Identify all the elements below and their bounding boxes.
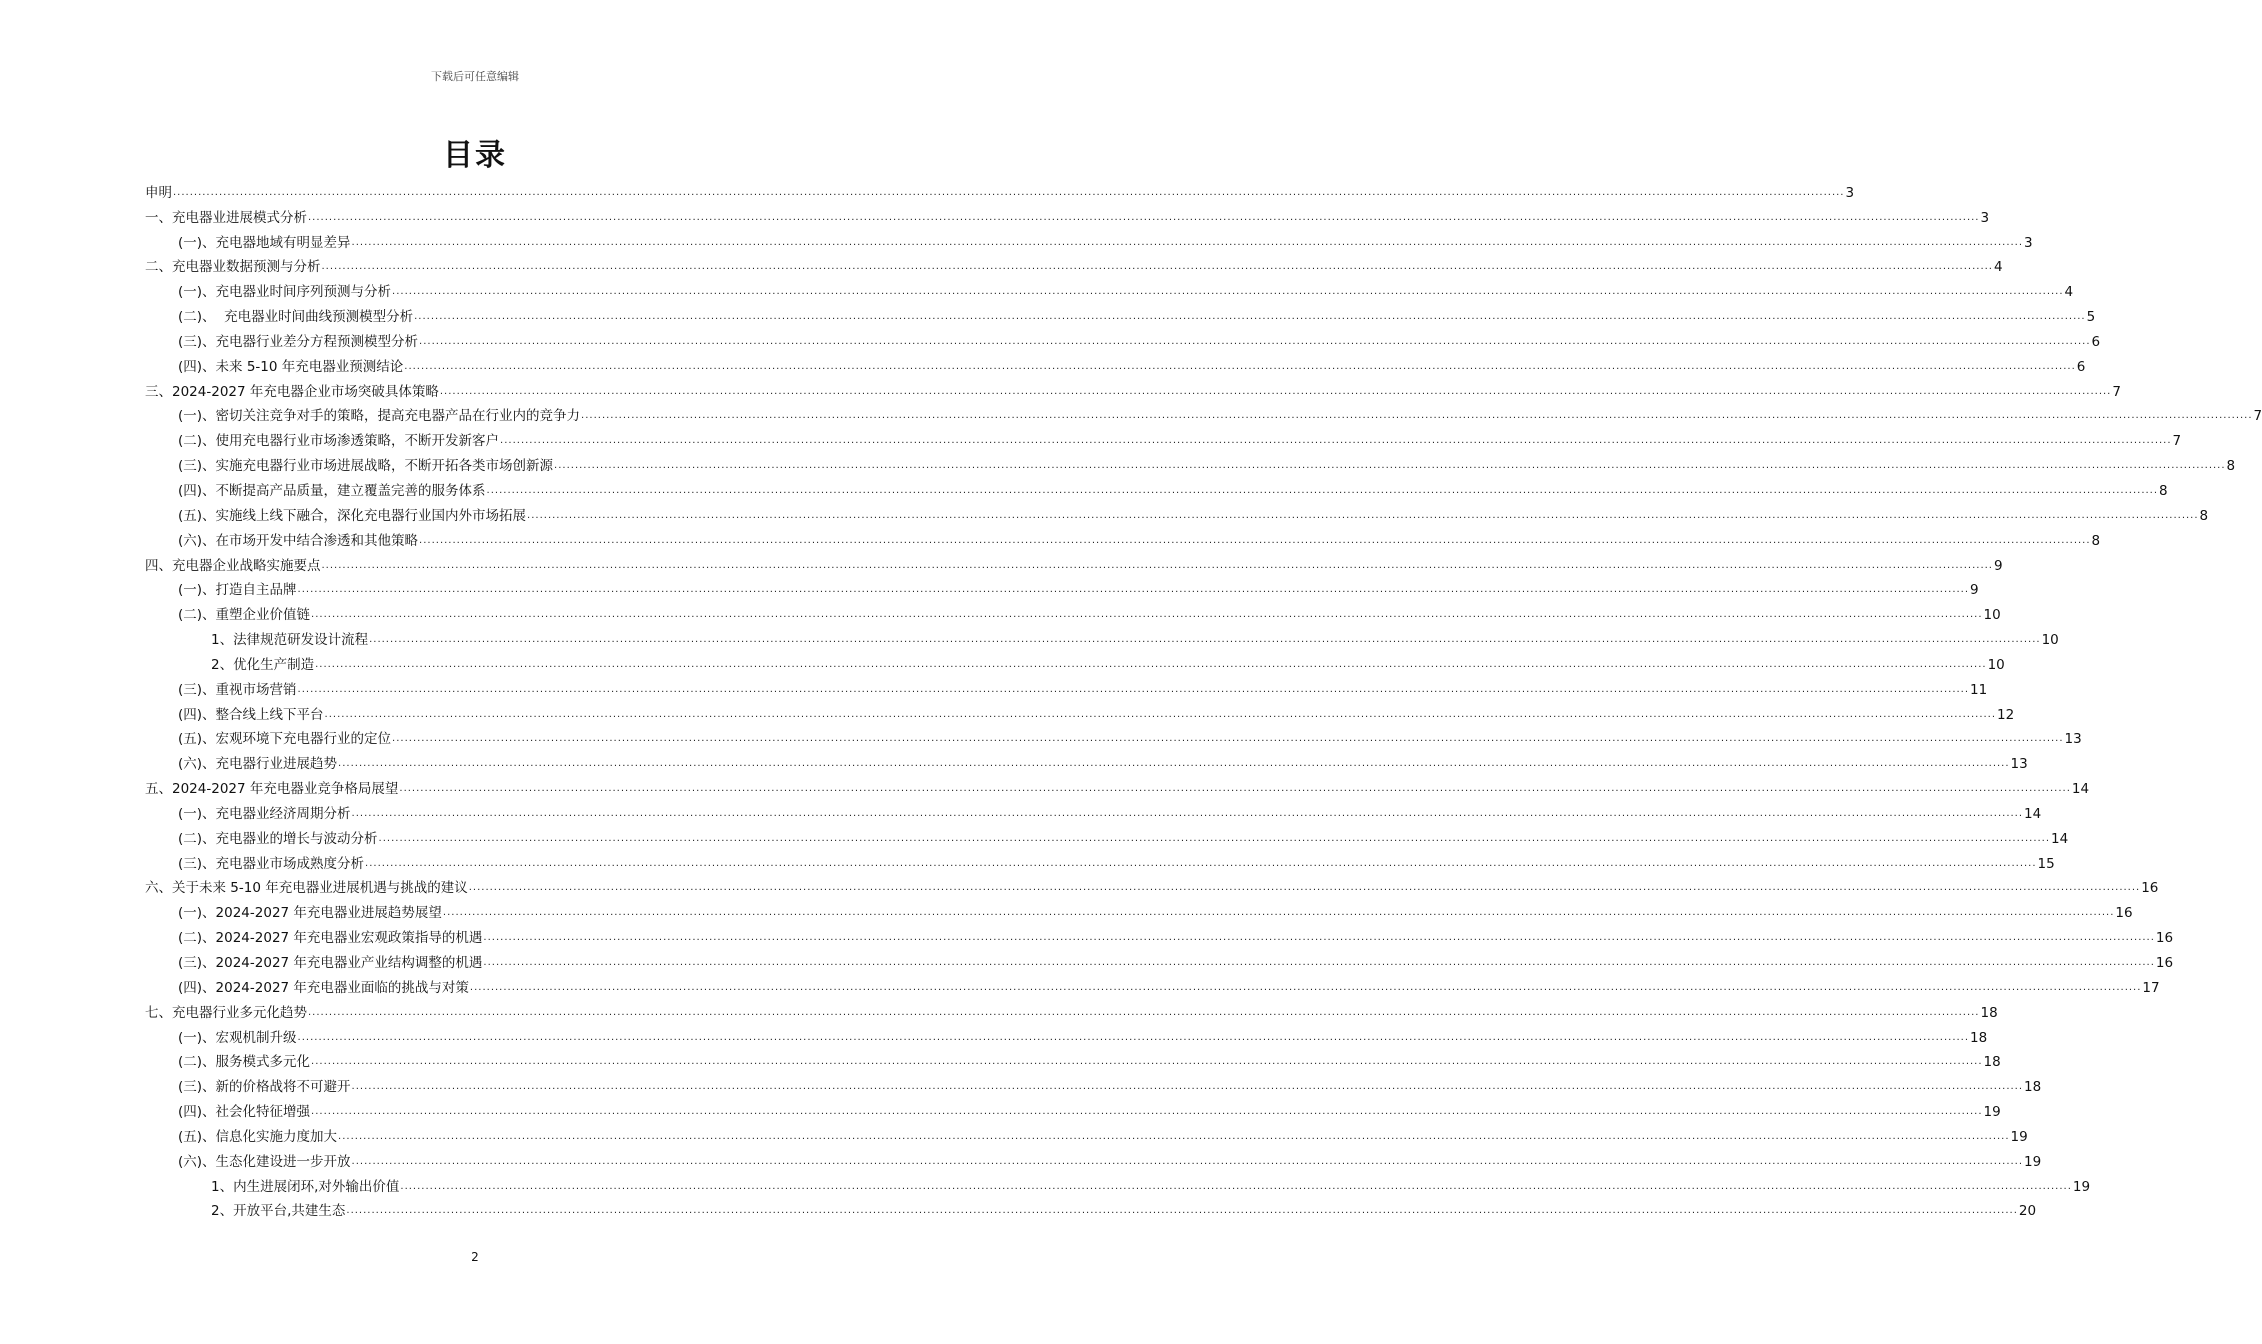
toc-entry-text: (三)、充电器行业差分方程预测模型分析 bbox=[178, 333, 419, 350]
toc-entry-page: 10 bbox=[1987, 656, 2005, 673]
toc-entry-page: 9 bbox=[1970, 582, 1979, 599]
toc-entry-text: (四)、整合线上线下平台 bbox=[178, 706, 324, 723]
toc-entry-text: (三)、充电器业市场成熟度分析 bbox=[178, 855, 365, 872]
toc-leader-dots: ................................................................................................................................................................................................................................................................................................................................................................................................................ bbox=[365, 857, 2037, 869]
toc-entry[interactable] bbox=[145, 997, 1998, 1022]
toc-leader-dots: ................................................................................................................................................................................................................................................................................................................................................................................................................ bbox=[469, 981, 2142, 993]
toc-entry-text: (一)、打造自主品牌 bbox=[178, 582, 297, 599]
toc-leader-dots: ................................................................................................................................................................................................................................................................................................................................................................................................................ bbox=[351, 1081, 2024, 1093]
toc-entry[interactable] bbox=[145, 1022, 1988, 1047]
toc-entry[interactable] bbox=[145, 823, 2069, 848]
toc-entry-page: 12 bbox=[1997, 706, 2015, 723]
toc-entry[interactable] bbox=[145, 724, 2082, 749]
toc-entry[interactable] bbox=[145, 202, 1990, 227]
toc-entry-text: 六、关于未来 5-10 年充电器业进展机遇与挑战的建议 bbox=[145, 880, 468, 897]
toc-leader-dots: ................................................................................................................................................................................................................................................................................................................................................................................................................ bbox=[400, 1180, 2072, 1192]
toc-leader-dots: ................................................................................................................................................................................................................................................................................................................................................................................................................ bbox=[311, 1056, 1983, 1068]
toc-leader-dots: ................................................................................................................................................................................................................................................................................................................................................................................................................ bbox=[338, 1130, 2010, 1142]
toc-leader-dots: ................................................................................................................................................................................................................................................................................................................................................................................................................ bbox=[378, 832, 2051, 844]
toc-entry[interactable] bbox=[145, 525, 2101, 550]
toc-entry[interactable] bbox=[145, 550, 2003, 575]
toc-entry-page: 13 bbox=[2010, 756, 2028, 773]
toc-leader-dots: ................................................................................................................................................................................................................................................................................................................................................................................................................ bbox=[315, 658, 1987, 670]
toc-entry-text: (四)、未来 5-10 年充电器业预测结论 bbox=[178, 358, 404, 375]
toc-entry[interactable] bbox=[145, 475, 2168, 500]
toc-title: 目录 bbox=[443, 138, 507, 173]
toc-leader-dots: ................................................................................................................................................................................................................................................................................................................................................................................................................ bbox=[173, 186, 1845, 198]
toc-entry[interactable] bbox=[145, 1171, 2091, 1196]
page-header: 下载后可任意编辑 bbox=[431, 70, 519, 83]
toc-leader-dots: ................................................................................................................................................................................................................................................................................................................................................................................................................ bbox=[392, 733, 2064, 745]
toc-entry-text: (三)、实施充电器行业市场进展战略，不断开拓各类市场创新源 bbox=[178, 458, 554, 475]
toc-leader-dots: ................................................................................................................................................................................................................................................................................................................................................................................................................ bbox=[351, 236, 2024, 248]
toc-entry-text: (一)、2024-2027 年充电器业进展趋势展望 bbox=[178, 905, 442, 922]
toc-leader-dots: ................................................................................................................................................................................................................................................................................................................................................................................................................ bbox=[311, 609, 1983, 621]
toc-entry-page: 9 bbox=[1993, 557, 2003, 574]
toc-entry-page: 7 bbox=[2253, 408, 2262, 425]
toc-entry-page: 4 bbox=[1993, 259, 2003, 276]
page-number: 2 bbox=[471, 1250, 479, 1264]
toc-entry[interactable] bbox=[145, 699, 2015, 724]
toc-entry-page: 10 bbox=[2041, 632, 2059, 649]
toc-entry[interactable] bbox=[145, 773, 2090, 798]
toc-leader-dots: ................................................................................................................................................................................................................................................................................................................................................................................................................ bbox=[392, 286, 2064, 298]
toc-entry[interactable] bbox=[145, 897, 2133, 922]
toc-entry-text: (二)、服务模式多元化 bbox=[178, 1054, 311, 1071]
toc-entry[interactable] bbox=[145, 376, 2121, 401]
toc-entry-page: 7 bbox=[2112, 383, 2121, 400]
toc-entry-text: (二)、使用充电器行业市场渗透策略，不断开发新客户 bbox=[178, 433, 500, 450]
toc-leader-dots: ................................................................................................................................................................................................................................................................................................................................................................................................................ bbox=[554, 460, 2226, 472]
toc-entry-page: 14 bbox=[2071, 781, 2090, 798]
toc-entry-page: 3 bbox=[2024, 234, 2033, 251]
toc-leader-dots: ................................................................................................................................................................................................................................................................................................................................................................................................................ bbox=[346, 1205, 2018, 1217]
toc-entry-text: (三)、新的价格战将不可避开 bbox=[178, 1079, 351, 1096]
toc-leader-dots: ................................................................................................................................................................................................................................................................................................................................................................................................................ bbox=[399, 783, 2071, 795]
toc-entry[interactable] bbox=[145, 798, 2042, 823]
toc-entry-text: 1、法律规范研发设计流程 bbox=[211, 632, 369, 649]
toc-entry-page: 17 bbox=[2142, 979, 2160, 996]
toc-entry-text: (一)、宏观机制升级 bbox=[178, 1029, 297, 1046]
toc-entry[interactable] bbox=[145, 177, 1855, 202]
toc-entry-page: 14 bbox=[2051, 830, 2069, 847]
toc-entry-page: 11 bbox=[1970, 681, 1988, 698]
toc-leader-dots: ................................................................................................................................................................................................................................................................................................................................................................................................................ bbox=[419, 335, 2091, 347]
toc-entry[interactable] bbox=[145, 301, 2096, 326]
toc-entry[interactable] bbox=[145, 252, 2003, 277]
toc-entry-text: (二)、 充电器业时间曲线预测模型分析 bbox=[178, 309, 414, 326]
toc-leader-dots: ................................................................................................................................................................................................................................................................................................................................................................................................................ bbox=[338, 758, 2010, 770]
toc-entry-text: (六)、充电器行业进展趋势 bbox=[178, 756, 338, 773]
toc-entry[interactable] bbox=[145, 351, 2086, 376]
toc-entry[interactable] bbox=[145, 425, 2182, 450]
toc-entry[interactable] bbox=[145, 276, 2074, 301]
toc-entry-text: 一、充电器业进展模式分析 bbox=[145, 209, 307, 226]
toc-entry-page: 5 bbox=[2086, 309, 2096, 326]
toc-leader-dots: ................................................................................................................................................................................................................................................................................................................................................................................................................ bbox=[324, 708, 1997, 720]
toc-leader-dots: ................................................................................................................................................................................................................................................................................................................................................................................................................ bbox=[321, 261, 1993, 273]
toc-leader-dots: ................................................................................................................................................................................................................................................................................................................................................................................................................ bbox=[297, 584, 1970, 596]
toc-entry-page: 8 bbox=[2091, 532, 2101, 549]
toc-entry-page: 10 bbox=[1983, 607, 2001, 624]
toc-entry-text: 四、充电器企业战略实施要点 bbox=[145, 557, 321, 574]
toc-entry[interactable] bbox=[145, 947, 2174, 972]
toc-entry[interactable] bbox=[145, 1121, 2028, 1146]
toc-entry[interactable] bbox=[145, 972, 2160, 997]
toc-entry[interactable] bbox=[145, 326, 2101, 351]
toc-entry-page: 20 bbox=[2018, 1203, 2037, 1220]
toc-entry-text: (四)、不断提高产品质量，建立覆盖完善的服务体系 bbox=[178, 482, 486, 499]
toc-entry-page: 19 bbox=[1983, 1104, 2001, 1121]
toc-leader-dots: ................................................................................................................................................................................................................................................................................................................................................................................................................ bbox=[527, 509, 2199, 521]
toc-entry[interactable] bbox=[145, 500, 2209, 525]
toc-entry[interactable] bbox=[145, 401, 2262, 426]
toc-entry-text: (一)、充电器业经济周期分析 bbox=[178, 805, 351, 822]
toc-entry[interactable] bbox=[145, 624, 2059, 649]
toc-leader-dots: ................................................................................................................................................................................................................................................................................................................................................................................................................ bbox=[483, 957, 2155, 968]
toc-leader-dots: ................................................................................................................................................................................................................................................................................................................................................................................................................ bbox=[486, 484, 2159, 496]
toc-entry-page: 7 bbox=[2172, 433, 2182, 450]
toc-entry-text: 1、内生进展闭环,对外输出价值 bbox=[211, 1178, 400, 1195]
toc-entry-text: (二)、充电器业的增长与波动分析 bbox=[178, 830, 378, 847]
toc-entry[interactable] bbox=[145, 649, 2005, 674]
toc-leader-dots: ................................................................................................................................................................................................................................................................................................................................................................................................................ bbox=[483, 932, 2155, 944]
toc-entry[interactable] bbox=[145, 1071, 2042, 1096]
toc-entry-page: 3 bbox=[1845, 184, 1855, 201]
toc-entry-text: 2、开放平台,共建生态 bbox=[211, 1203, 346, 1220]
toc-leader-dots: ................................................................................................................................................................................................................................................................................................................................................................................................................ bbox=[308, 211, 1980, 223]
toc-entry[interactable] bbox=[145, 1196, 2037, 1221]
toc-entry-page: 13 bbox=[2064, 731, 2082, 748]
toc-entry[interactable] bbox=[145, 450, 2236, 475]
toc-entry-text: 五、2024-2027 年充电器业竞争格局展望 bbox=[145, 781, 399, 798]
toc-entry-page: 18 bbox=[1980, 1004, 1998, 1021]
toc-leader-dots: ................................................................................................................................................................................................................................................................................................................................................................................................................ bbox=[297, 1031, 1970, 1043]
toc-entry-page: 19 bbox=[2010, 1128, 2028, 1145]
toc-entry-text: (二)、2024-2027 年充电器业宏观政策指导的机遇 bbox=[178, 930, 483, 947]
table-of-contents bbox=[145, 177, 2262, 1220]
toc-entry[interactable] bbox=[145, 575, 1979, 600]
toc-entry-page: 19 bbox=[2024, 1153, 2042, 1170]
toc-entry[interactable] bbox=[145, 1096, 2001, 1121]
toc-leader-dots: ................................................................................................................................................................................................................................................................................................................................................................................................................ bbox=[321, 559, 1993, 571]
toc-entry-text: (一)、密切关注竞争对手的策略，提高充电器产品在行业内的竞争力 bbox=[178, 408, 581, 425]
toc-entry-text: (五)、实施线上线下融合，深化充电器行业国内外市场拓展 bbox=[178, 507, 527, 524]
toc-entry[interactable] bbox=[145, 848, 2055, 873]
toc-entry-page: 16 bbox=[2155, 930, 2174, 947]
toc-entry-text: (四)、社会化特征增强 bbox=[178, 1104, 311, 1121]
toc-leader-dots: ................................................................................................................................................................................................................................................................................................................................................................................................................ bbox=[311, 1106, 1983, 1118]
toc-entry-page: 6 bbox=[2076, 358, 2086, 375]
toc-leader-dots: ................................................................................................................................................................................................................................................................................................................................................................................................................ bbox=[308, 1006, 1980, 1018]
toc-leader-dots: ................................................................................................................................................................................................................................................................................................................................................................................................................ bbox=[439, 385, 2112, 397]
toc-entry-page: 19 bbox=[2072, 1178, 2091, 1195]
toc-entry-page: 18 bbox=[2024, 1079, 2042, 1096]
toc-entry-text: (六)、生态化建设进一步开放 bbox=[178, 1153, 351, 1170]
toc-entry-page: 15 bbox=[2037, 855, 2055, 872]
toc-entry[interactable] bbox=[145, 599, 2001, 624]
toc-leader-dots: ................................................................................................................................................................................................................................................................................................................................................................................................................ bbox=[351, 1155, 2024, 1167]
toc-entry-text: 2、优化生产制造 bbox=[211, 656, 315, 673]
toc-entry-page: 8 bbox=[2226, 458, 2236, 475]
toc-leader-dots: ................................................................................................................................................................................................................................................................................................................................................................................................................ bbox=[369, 634, 2041, 646]
toc-leader-dots: ................................................................................................................................................................................................................................................................................................................................................................................................................ bbox=[581, 410, 2253, 422]
toc-entry[interactable] bbox=[145, 1047, 2001, 1072]
toc-entry-text: (一)、充电器业时间序列预测与分析 bbox=[178, 284, 392, 301]
toc-leader-dots: ................................................................................................................................................................................................................................................................................................................................................................................................................ bbox=[442, 907, 2115, 919]
toc-entry-page: 14 bbox=[2024, 805, 2042, 822]
toc-leader-dots: ................................................................................................................................................................................................................................................................................................................................................................................................................ bbox=[404, 360, 2076, 372]
toc-entry[interactable] bbox=[145, 227, 2033, 252]
toc-entry-text: (一)、充电器地域有明显差异 bbox=[178, 234, 351, 251]
toc-entry[interactable] bbox=[145, 674, 1988, 699]
toc-entry-text: (二)、重塑企业价值链 bbox=[178, 607, 311, 624]
toc-entry-page: 16 bbox=[2141, 880, 2159, 897]
toc-entry-text: (三)、2024-2027 年充电器业产业结构调整的机遇 bbox=[178, 955, 483, 971]
toc-entry-page: 16 bbox=[2155, 955, 2174, 971]
toc-entry[interactable] bbox=[145, 748, 2028, 773]
toc-leader-dots: ................................................................................................................................................................................................................................................................................................................................................................................................................ bbox=[500, 435, 2172, 447]
toc-entry-page: 18 bbox=[1983, 1054, 2001, 1071]
toc-entry-page: 16 bbox=[2115, 905, 2133, 922]
toc-entry-text: 三、2024-2027 年充电器企业市场突破具体策略 bbox=[145, 383, 439, 400]
toc-entry-text: (六)、在市场开发中结合渗透和其他策略 bbox=[178, 532, 419, 549]
toc-entry-page: 6 bbox=[2091, 333, 2101, 350]
toc-entry-text: (三)、重视市场营销 bbox=[178, 681, 297, 698]
toc-leader-dots: ................................................................................................................................................................................................................................................................................................................................................................................................................ bbox=[414, 311, 2086, 323]
toc-entry-text: 申明 bbox=[145, 184, 172, 201]
toc-leader-dots: ................................................................................................................................................................................................................................................................................................................................................................................................................ bbox=[468, 882, 2141, 894]
toc-leader-dots: ................................................................................................................................................................................................................................................................................................................................................................................................................ bbox=[297, 683, 1970, 695]
toc-leader-dots: ................................................................................................................................................................................................................................................................................................................................................................................................................ bbox=[351, 807, 2024, 819]
toc-entry-text: (五)、信息化实施力度加大 bbox=[178, 1128, 338, 1145]
toc-entry[interactable] bbox=[145, 1146, 2042, 1171]
toc-entry-text: (四)、2024-2027 年充电器业面临的挑战与对策 bbox=[178, 979, 469, 996]
toc-entry-page: 3 bbox=[1980, 209, 1990, 226]
toc-entry-page: 4 bbox=[2064, 284, 2074, 301]
toc-entry[interactable] bbox=[145, 873, 2159, 898]
toc-entry-page: 8 bbox=[2159, 482, 2168, 499]
toc-leader-dots: ................................................................................................................................................................................................................................................................................................................................................................................................................ bbox=[419, 534, 2091, 546]
toc-entry-text: 七、充电器行业多元化趋势 bbox=[145, 1004, 307, 1021]
toc-entry-text: (五)、宏观环境下充电器行业的定位 bbox=[178, 731, 392, 748]
toc-entry-text: 二、充电器业数据预测与分析 bbox=[145, 259, 321, 276]
toc-entry-page: 18 bbox=[1970, 1029, 1988, 1046]
toc-entry[interactable] bbox=[145, 922, 2174, 947]
toc-entry-page: 8 bbox=[2199, 507, 2209, 524]
